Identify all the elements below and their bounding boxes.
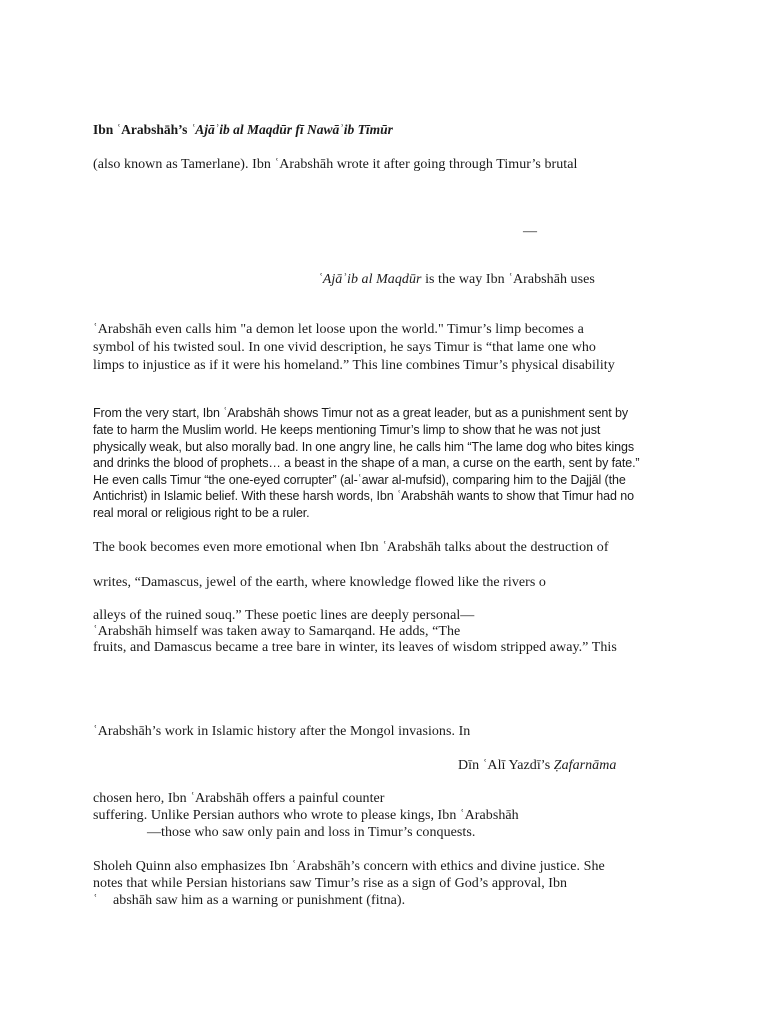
para5-line: —those who saw only pain and loss in Timur’s conquests.	[147, 825, 476, 840]
title-italic: ʿAjāʾib al Maqdūr fī Nawāʾib Tīmūr	[190, 122, 393, 137]
ajaib-line	[318, 272, 595, 288]
sans-paragraph-line: real moral or religious right to be a ruler.	[93, 506, 310, 520]
intro-line: (also known as Tamerlane). Ibn ʿArabshāh wrote it after going through Timur’s brutal	[93, 157, 578, 172]
sans-paragraph-line: Antichrist) in Islamic belief. With these harsh words, Ibn ʿArabshāh wants to show that Timur had no	[93, 489, 634, 503]
zafarnama-italic: Ẓafarnāma	[553, 758, 617, 773]
document-title	[93, 122, 393, 138]
para4-line: ʿArabshāh’s work in Islamic history after the Mongol invasions. In	[93, 724, 471, 739]
ajaib-rest: is the way Ibn ʿArabshāh uses	[421, 272, 595, 287]
para5-line: suffering. Unlike Persian authors who wrote to please kings, Ibn ʿArabshāh	[93, 808, 519, 823]
para4-yazdi-line	[458, 758, 616, 774]
para6-line: Sholeh Quinn also emphasizes Ibn ʿArabshāh’s concern with ethics and divine justice. She	[93, 859, 605, 874]
para3-line: fruits, and Damascus became a tree bare in winter, its leaves of wisdom stripped away.” This	[93, 640, 617, 655]
para5-line: chosen hero, Ibn ʿArabshāh offers a painful counter	[93, 791, 385, 806]
para1-line: symbol of his twisted soul. In one vivid description, he says Timur is “that lame one who	[93, 340, 596, 355]
para3-line: The book becomes even more emotional when Ibn ʿArabshāh talks about the destruction of	[93, 540, 609, 555]
sans-paragraph-line: He even calls Timur “the one-eyed corrupter” (al-ʿawar al-mufsid), comparing him to the Dajjāl (the	[93, 473, 626, 487]
para3-line: writes, “Damascus, jewel of the earth, where knowledge flowed like the rivers o	[93, 575, 546, 590]
para6-line: notes that while Persian historians saw Timur’s rise as a sign of God’s approval, Ibn	[93, 876, 568, 891]
para1-line: ʿArabshāh even calls him "a demon let loose upon the world." Timur’s limp becomes a	[93, 322, 584, 337]
sans-paragraph-line: fate to harm the Muslim world. He keeps mentioning Timur’s limp to show that he was not just	[93, 423, 601, 437]
para3-line: ʿArabshāh himself was taken away to Samarqand. He adds, “The	[93, 624, 461, 639]
em-dash: —	[523, 224, 538, 239]
yazdi-name: Dīn ʿAlī Yazdī’s	[458, 758, 554, 773]
para6-line: abshāh saw him as a warning or punishment (fitna).	[113, 893, 406, 908]
title-prefix: Ibn ʿArabshāh’s	[93, 122, 191, 137]
sans-paragraph-line: physically weak, but also morally bad. In one angry line, he calls him “The lame dog who bites kings	[93, 440, 634, 454]
para6-ayn-mark: ʿ	[93, 893, 98, 908]
sans-paragraph-line: and drinks the blood of prophets… a beast in the shape of a man, a curse on the earth, sent by fate.”	[93, 456, 640, 470]
para3-line: alleys of the ruined souq.” These poetic lines are deeply personal—	[93, 608, 475, 623]
ajaib-italic: ʿAjāʾib al Maqdūr	[318, 272, 422, 287]
para1-line: limps to injustice as if it were his homeland.” This line combines Timur’s physical disability	[93, 358, 615, 373]
sans-paragraph-line: From the very start, Ibn ʿArabshāh shows Timur not as a great leader, but as a punishment sent by	[93, 406, 629, 420]
